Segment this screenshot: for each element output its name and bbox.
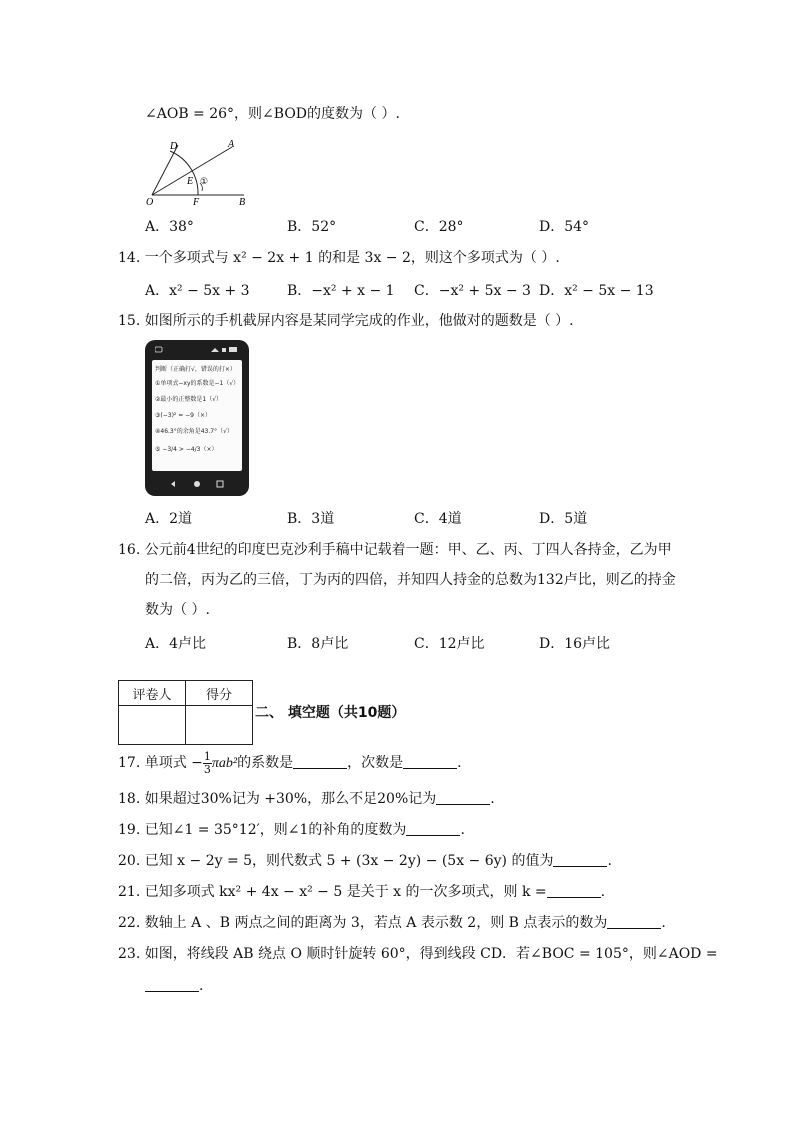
q13-option-a[interactable]: A．38° — [145, 219, 194, 235]
q16-option-d[interactable]: D．16卢比 — [539, 636, 611, 652]
q23-end: . — [199, 978, 204, 994]
fig-label-angle1: ① — [200, 177, 209, 187]
home-icon — [194, 481, 200, 487]
score-table-grader-cell[interactable] — [119, 706, 186, 745]
q21-blank[interactable] — [547, 883, 601, 898]
q20-number: 20. — [118, 853, 141, 869]
q18-blank[interactable] — [436, 790, 490, 805]
q17-mid: 的系数是 — [237, 755, 294, 771]
q13-option-c[interactable]: C．28° — [414, 219, 464, 235]
q18-number: 18. — [118, 791, 141, 807]
q22-end: . — [661, 915, 666, 931]
q14-text: 一个多项式与 x² − 2x + 1 的和是 3x − 2，则这个多项式为（ ）. — [144, 250, 560, 266]
fig-label-a: A — [228, 139, 235, 150]
q20-text: 已知 x − 2y = 5，则代数式 5 + (3x − 2y) − (5x − 6y) 的值为 — [144, 853, 554, 869]
q16-number: 16. — [118, 542, 141, 558]
q14-number: 14. — [118, 250, 141, 266]
q18-end: . — [490, 791, 495, 807]
q15-option-a[interactable]: A．2道 — [145, 511, 193, 527]
q17-expression: πab² — [211, 756, 238, 771]
phone-line-2: ②最小的正整数是1（√） — [155, 396, 223, 403]
score-table-score-header: 得分 — [186, 681, 253, 706]
phone-line-4: ④46.3°的余角是43.7°（√） — [155, 428, 233, 435]
q14-option-b[interactable]: B．−x² + x − 1 — [287, 283, 395, 299]
phone-line-1: ①单项式−xy的系数是−1（√） — [155, 380, 240, 387]
phone-status-bar — [155, 346, 239, 354]
q22-stem — [118, 913, 666, 933]
q19-stem — [118, 820, 465, 840]
fig-label-d: D — [170, 141, 178, 152]
q13-angle-figure — [140, 135, 260, 210]
q15-option-d[interactable]: D．5道 — [539, 511, 588, 527]
fig-label-e: E — [187, 176, 194, 187]
q15-text: 如图所示的手机截屏内容是某同学完成的作业，他做对的题数是（ ）. — [144, 313, 574, 329]
q17-blank-coefficient[interactable] — [293, 754, 347, 769]
q14-option-d[interactable]: D．x² − 5x − 13 — [539, 283, 654, 299]
q22-blank[interactable] — [607, 914, 661, 929]
q17-stem — [118, 750, 462, 777]
phone-screen — [152, 360, 242, 471]
q14-option-c[interactable]: C．−x² + 5x − 3 — [414, 283, 531, 299]
q15-option-b[interactable]: B．3道 — [287, 511, 335, 527]
q23-stem — [118, 944, 718, 964]
recent-apps-icon — [217, 481, 223, 487]
q13-stem-tail: ∠AOB = 26°，则∠BOD的度数为（ ）. — [145, 106, 400, 122]
q14-stem — [118, 248, 560, 268]
q20-end: . — [607, 853, 612, 869]
score-table-score-cell[interactable] — [186, 706, 253, 745]
q17-number: 17. — [118, 755, 141, 771]
q16-stem-line2: 的二倍，丙为乙的三倍，丁为丙的四倍，并知四人持金的总数为132卢比，则乙的持金 — [145, 572, 676, 588]
fig-label-o: O — [146, 197, 154, 208]
q21-end: . — [600, 884, 606, 900]
q16-stem-line1 — [118, 540, 672, 560]
q17-fraction — [203, 751, 212, 776]
q17-mid2: ，次数是 — [347, 755, 404, 771]
section-2-title: 二、 填空题（共10题） — [255, 705, 406, 721]
phone-nav-bar — [163, 480, 231, 488]
q23-answer-line — [145, 976, 203, 996]
q14-option-a[interactable]: A．x² − 5x + 3 — [145, 283, 250, 299]
q16-option-b[interactable]: B．8卢比 — [287, 636, 349, 652]
q21-number: 21. — [118, 884, 141, 900]
q19-number: 19. — [118, 822, 141, 838]
fig-label-b: B — [239, 197, 246, 208]
q16-option-c[interactable]: C．12卢比 — [414, 636, 485, 652]
q23-text: 如图，将线段 AB 绕点 O 顺时针旋转 60°，得到线段 CD．若∠BOC = 105°，则∠AOD = — [144, 946, 718, 962]
score-table-grader-header: 评卷人 — [119, 681, 186, 706]
q21-stem — [118, 882, 605, 902]
score-table — [118, 680, 253, 745]
q13-option-b[interactable]: B．52° — [287, 219, 337, 235]
q23-blank[interactable] — [145, 977, 199, 992]
q17-end: . — [457, 755, 462, 771]
q17-frac-denominator: 3 — [203, 762, 211, 776]
q22-number: 22. — [118, 915, 141, 931]
q17-blank-degree[interactable] — [403, 754, 457, 769]
q17-frac-numerator: 1 — [203, 749, 211, 763]
q21-text: 已知多项式 kx² + 4x − x² − 5 是关于 x 的一次多项式，则 k = — [144, 884, 547, 900]
q17-pre: 单项式 − — [144, 755, 203, 771]
q15-option-c[interactable]: C．4道 — [414, 511, 462, 527]
phone-line-instruction: 判断（正确打√，错误的打×） — [155, 366, 236, 373]
q16-stem-line3: 数为（ ）. — [145, 602, 210, 618]
q18-text: 如果超过30%记为 +30%，那么不足20%记为 — [144, 791, 437, 807]
q19-end: . — [460, 822, 465, 838]
q19-text: 已知∠1 = 35°12′，则∠1的补角的度数为 — [144, 822, 407, 838]
back-icon — [171, 481, 175, 487]
phone-line-5: ⑤ −3/4 > −4/3（×） — [155, 446, 218, 453]
phone-line-3: ③(−3)² = −9（×） — [155, 412, 212, 419]
q13-option-d[interactable]: D．54° — [539, 219, 590, 235]
q19-blank[interactable] — [406, 821, 460, 836]
q15-stem — [118, 311, 574, 331]
q20-blank[interactable] — [553, 852, 607, 867]
phone-screenshot-image — [145, 340, 249, 496]
q16-text-1: 公元前4世纪的印度巴克沙利手稿中记载着一题：甲、乙、丙、丁四人各持金，乙为甲 — [144, 542, 672, 558]
fig-label-f: F — [193, 197, 200, 208]
q20-stem — [118, 851, 612, 871]
q16-option-a[interactable]: A．4卢比 — [145, 636, 207, 652]
q23-number: 23. — [118, 946, 141, 962]
q15-number: 15. — [118, 313, 141, 329]
q22-text: 数轴上 A 、B 两点之间的距离为 3，若点 A 表示数 2，则 B 点表示的数为 — [144, 915, 608, 931]
q18-stem — [118, 789, 495, 809]
